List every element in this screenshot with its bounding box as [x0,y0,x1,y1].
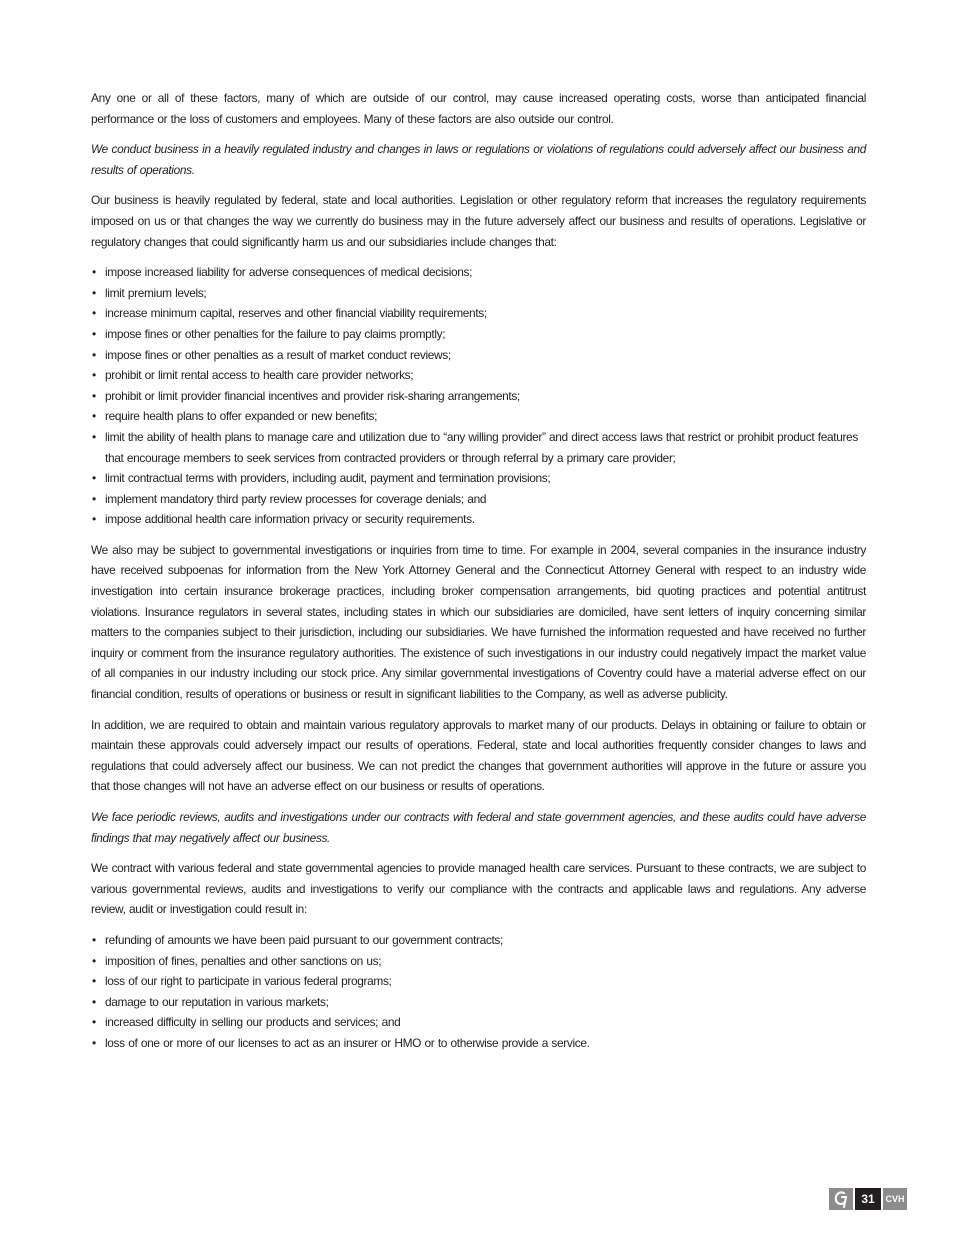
bullet-icon: • [92,429,96,444]
bullet-icon: • [92,1015,96,1030]
bullet-icon: • [92,471,96,486]
bullet-icon: • [92,409,96,424]
list-item: • impose fines or other penalties for the failure to pay claims promptly; [91,324,866,345]
paragraph-factors: Any one or all of these factors, many of which are outside of our control, may cause increased operating costs, worse than anticipated financial performance or the loss of customers and employees. Many of these factors are also outside our control. [91,91,866,126]
page-content [91,88,866,1064]
coventry-logo-icon [829,1188,853,1210]
list-item: • require health plans to offer expanded or new benefits; [91,406,866,427]
regulatory-changes-list [91,262,866,530]
page-footer [829,1188,907,1210]
bullet-icon: • [92,306,96,321]
logo-mark-icon [833,1190,849,1208]
bullet-icon: • [92,326,96,341]
bullet-icon: • [92,953,96,968]
bullet-icon: • [92,932,96,947]
bullet-icon: • [92,512,96,527]
paragraph-government-contracts: We contract with various federal and state governmental agencies to provide managed health care services. Pursuant to these contracts, we are subject to various governmental reviews, audits and investigations to verify our compliance with the contracts and applicable laws and regulations. Any adverse review, audit or investigation could result in: [91,861,866,917]
bullet-icon: • [92,347,96,362]
heading-regulated-industry: We conduct business in a heavily regulated industry and changes in laws or regulations or violations of regulations could adversely affect our business and results of operations. [91,142,866,177]
paragraph-approvals: In addition, we are required to obtain and maintain various regulatory approvals to market many of our products. Delays in obtaining or failure to obtain or maintain these approvals could adversely impact our results of operations. Federal, state and local authorities frequently consider changes to laws and regulations that could adversely affect our business. We can not predict the changes that government authorities will approve in the future or assure you that those changes will not have an adverse effect on our business or results of operations. [91,717,866,794]
list-item: • impose increased liability for adverse consequences of medical decisions; [91,262,866,283]
list-item: • damage to our reputation in various markets; [91,992,866,1013]
list-item: • prohibit or limit provider financial incentives and provider risk-sharing arrangements; [91,386,866,407]
list-item: • impose additional health care information privacy or security requirements. [91,509,866,530]
bullet-icon: • [92,994,96,1009]
bullet-icon: • [92,368,96,383]
bullet-icon: • [92,491,96,506]
list-item: • limit the ability of health plans to manage care and utilization due to “any willing provider” and direct access laws that restrict or prohibit product features that encourage members to seek services from contracted providers or through referral by a primary care provider; [91,427,866,468]
list-item: • limit contractual terms with providers, including audit, payment and termination provisions; [91,468,866,489]
list-item: • impose fines or other penalties as a result of market conduct reviews; [91,345,866,366]
list-item: • implement mandatory third party review processes for coverage denials; and [91,489,866,510]
ticker-badge: CVH [883,1188,907,1210]
list-item: • refunding of amounts we have been paid pursuant to our government contracts; [91,930,866,951]
heading-government-audits: We face periodic reviews, audits and investigations under our contracts with federal and state government agencies, and these audits could have adverse findings that may negatively affect our business. [91,810,866,845]
bullet-icon: • [92,265,96,280]
adverse-review-results-list [91,930,866,1054]
list-item: • increased difficulty in selling our products and services; and [91,1012,866,1033]
paragraph-regulation: Our business is heavily regulated by federal, state and local authorities. Legislation or other regulatory reform that increases the regulatory requirements imposed on us or that changes the way we currently do business may in the future adversely affect our business and results of operations. Legislative or regulatory changes that could significantly harm us and our subsidiaries include changes that: [91,193,866,249]
bullet-icon: • [92,1035,96,1050]
bullet-icon: • [92,285,96,300]
list-item: • loss of our right to participate in various federal programs; [91,971,866,992]
list-item: • increase minimum capital, reserves and other financial viability requirements; [91,303,866,324]
paragraph-investigations: We also may be subject to governmental investigations or inquiries from time to time. For example in 2004, several companies in the insurance industry have received subpoenas for information from the New York Attorney General and the Connecticut Attorney General with respect to an industry wide investigation into certain insurance brokerage practices, including broker compensation arrangements, bid quoting practices and potential antitrust violations. Insurance regulators in several states, including states in which our subsidiaries are domiciled, have sent letters of inquiry concerning similar matters to the companies subject to their jurisdiction, including our subsidiaries. We have furnished the information requested and have received no further inquiry or comment from the insurance regulatory authorities. The existence of such investigations in our industry could negatively impact the market value of all companies in our industry including our stock price. Any similar governmental investigations of Coventry could have a material adverse effect on our financial condition, results of operations or business or result in significant liabilities to the Company, as well as adverse publicity. [91,542,866,702]
list-item: • loss of one or more of our licenses to act as an insurer or HMO or to otherwise provide a service. [91,1033,866,1054]
list-item: • limit premium levels; [91,283,866,304]
bullet-icon: • [92,388,96,403]
page-number: 31 [855,1188,881,1210]
list-item: • imposition of fines, penalties and other sanctions on us; [91,951,866,972]
bullet-icon: • [92,974,96,989]
list-item: • prohibit or limit rental access to health care provider networks; [91,365,866,386]
